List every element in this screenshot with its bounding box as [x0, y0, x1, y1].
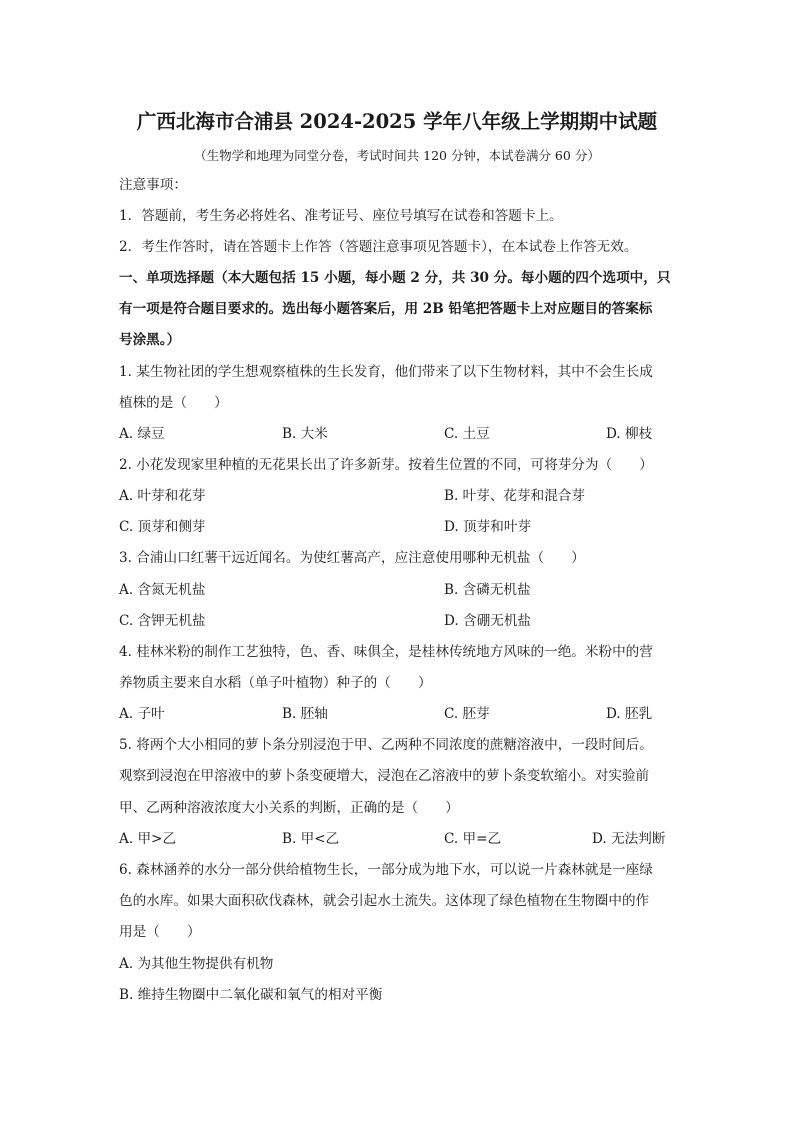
option-d: D. 含硼无机盐	[444, 613, 532, 629]
option-b: B. 甲<乙	[282, 831, 340, 847]
question-stem: 1. 某生物社团的学生想观察植株的生长发育，他们带来了以下生物材料，其中不会生长成	[119, 364, 653, 380]
option-c: C. 胚芽	[444, 706, 490, 722]
page-subtitle: （生物学和地理为同堂分卷，考试时间共 120 分钟，本试卷满分 60 分）	[194, 148, 600, 163]
option-d: D. 顶芽和叶芽	[444, 519, 532, 535]
option-a: A. 含氮无机盐	[119, 582, 206, 598]
option-c: C. 土豆	[444, 426, 490, 442]
option-d: D. 柳枝	[606, 426, 653, 442]
question-stem: 植株的是（ ）	[119, 395, 228, 411]
notice-item: 1．答题前，考生务必将姓名、准考证号、座位号填写在试卷和答题卡上。	[119, 208, 563, 224]
section-instructions: 有一项是符合题目要求的。选出每小题答案后，用 2B 铅笔把答题卡上对应题目的答案标	[119, 301, 653, 317]
notice-item: 2．考生作答时，请在答题卡上作答（答题注意事项见答题卡），在本试卷上作答无效。	[119, 239, 638, 255]
option-c: C. 顶芽和侧芽	[119, 519, 206, 535]
option-b: B. 大米	[282, 426, 328, 442]
question-stem: 3. 合浦山口红薯干远近闻名。为使红薯高产，应注意使用哪种无机盐（ ）	[119, 550, 585, 566]
option-b: B. 维持生物圈中二氧化碳和氧气的相对平衡	[119, 987, 383, 1003]
option-b: B. 叶芽、花芽和混合芽	[444, 488, 585, 504]
option-b: B. 胚轴	[282, 706, 328, 722]
option-c: C. 甲=乙	[444, 831, 502, 847]
option-a: A. 叶芽和花芽	[119, 488, 206, 504]
question-stem: 色的水库。如果大面积砍伐森林，就会引起水土流失。这体现了绿色植物在生物圈中的作	[119, 893, 650, 909]
question-stem: 2. 小花发现家里种植的无花果长出了许多新芽。按着生位置的不同，可将芽分为（ ）	[119, 457, 653, 473]
question-stem: 5. 将两个大小相同的萝卜条分别浸泡于甲、乙两种不同浓度的蔗糖溶液中，一段时间后。	[119, 737, 653, 753]
question-stem: 6. 森林涵养的水分一部分供给植物生长，一部分成为地下水，可以说一片森林就是一座绿	[119, 862, 653, 878]
question-stem: 用是（ ）	[119, 924, 201, 940]
question-stem: 观察到浸泡在甲溶液中的萝卜条变硬增大，浸泡在乙溶液中的萝卜条变软缩小。对实验前	[119, 768, 650, 784]
option-a: A. 子叶	[119, 706, 165, 722]
section-instructions: 一、单项选择题（本大题包括 15 小题，每小题 2 分，共 30 分。每小题的四个选项中，只	[119, 270, 671, 286]
option-d: D. 无法判断	[592, 831, 666, 847]
option-a: A. 为其他生物提供有机物	[119, 956, 274, 972]
page-title: 广西北海市合浦县 2024-2025 学年八年级上学期期中试题	[136, 110, 658, 133]
option-d: D. 胚乳	[606, 706, 653, 722]
question-stem: 4. 桂林米粉的制作工艺独特，色、香、味俱全，是桂林传统地方风味的一绝。米粉中的营	[119, 644, 653, 660]
option-a: A. 绿豆	[119, 426, 165, 442]
question-stem: 甲、乙两种溶液浓度大小关系的判断，正确的是（ ）	[119, 800, 459, 816]
option-a: A. 甲>乙	[119, 831, 177, 847]
section-instructions: 号涂黑。）	[119, 332, 181, 348]
question-stem: 养物质主要来自水稻（单子叶植物）种子的（ ）	[119, 675, 432, 691]
option-b: B. 含磷无机盐	[444, 582, 531, 598]
option-c: C. 含钾无机盐	[119, 613, 206, 629]
notice-heading: 注意事项：	[119, 177, 187, 193]
